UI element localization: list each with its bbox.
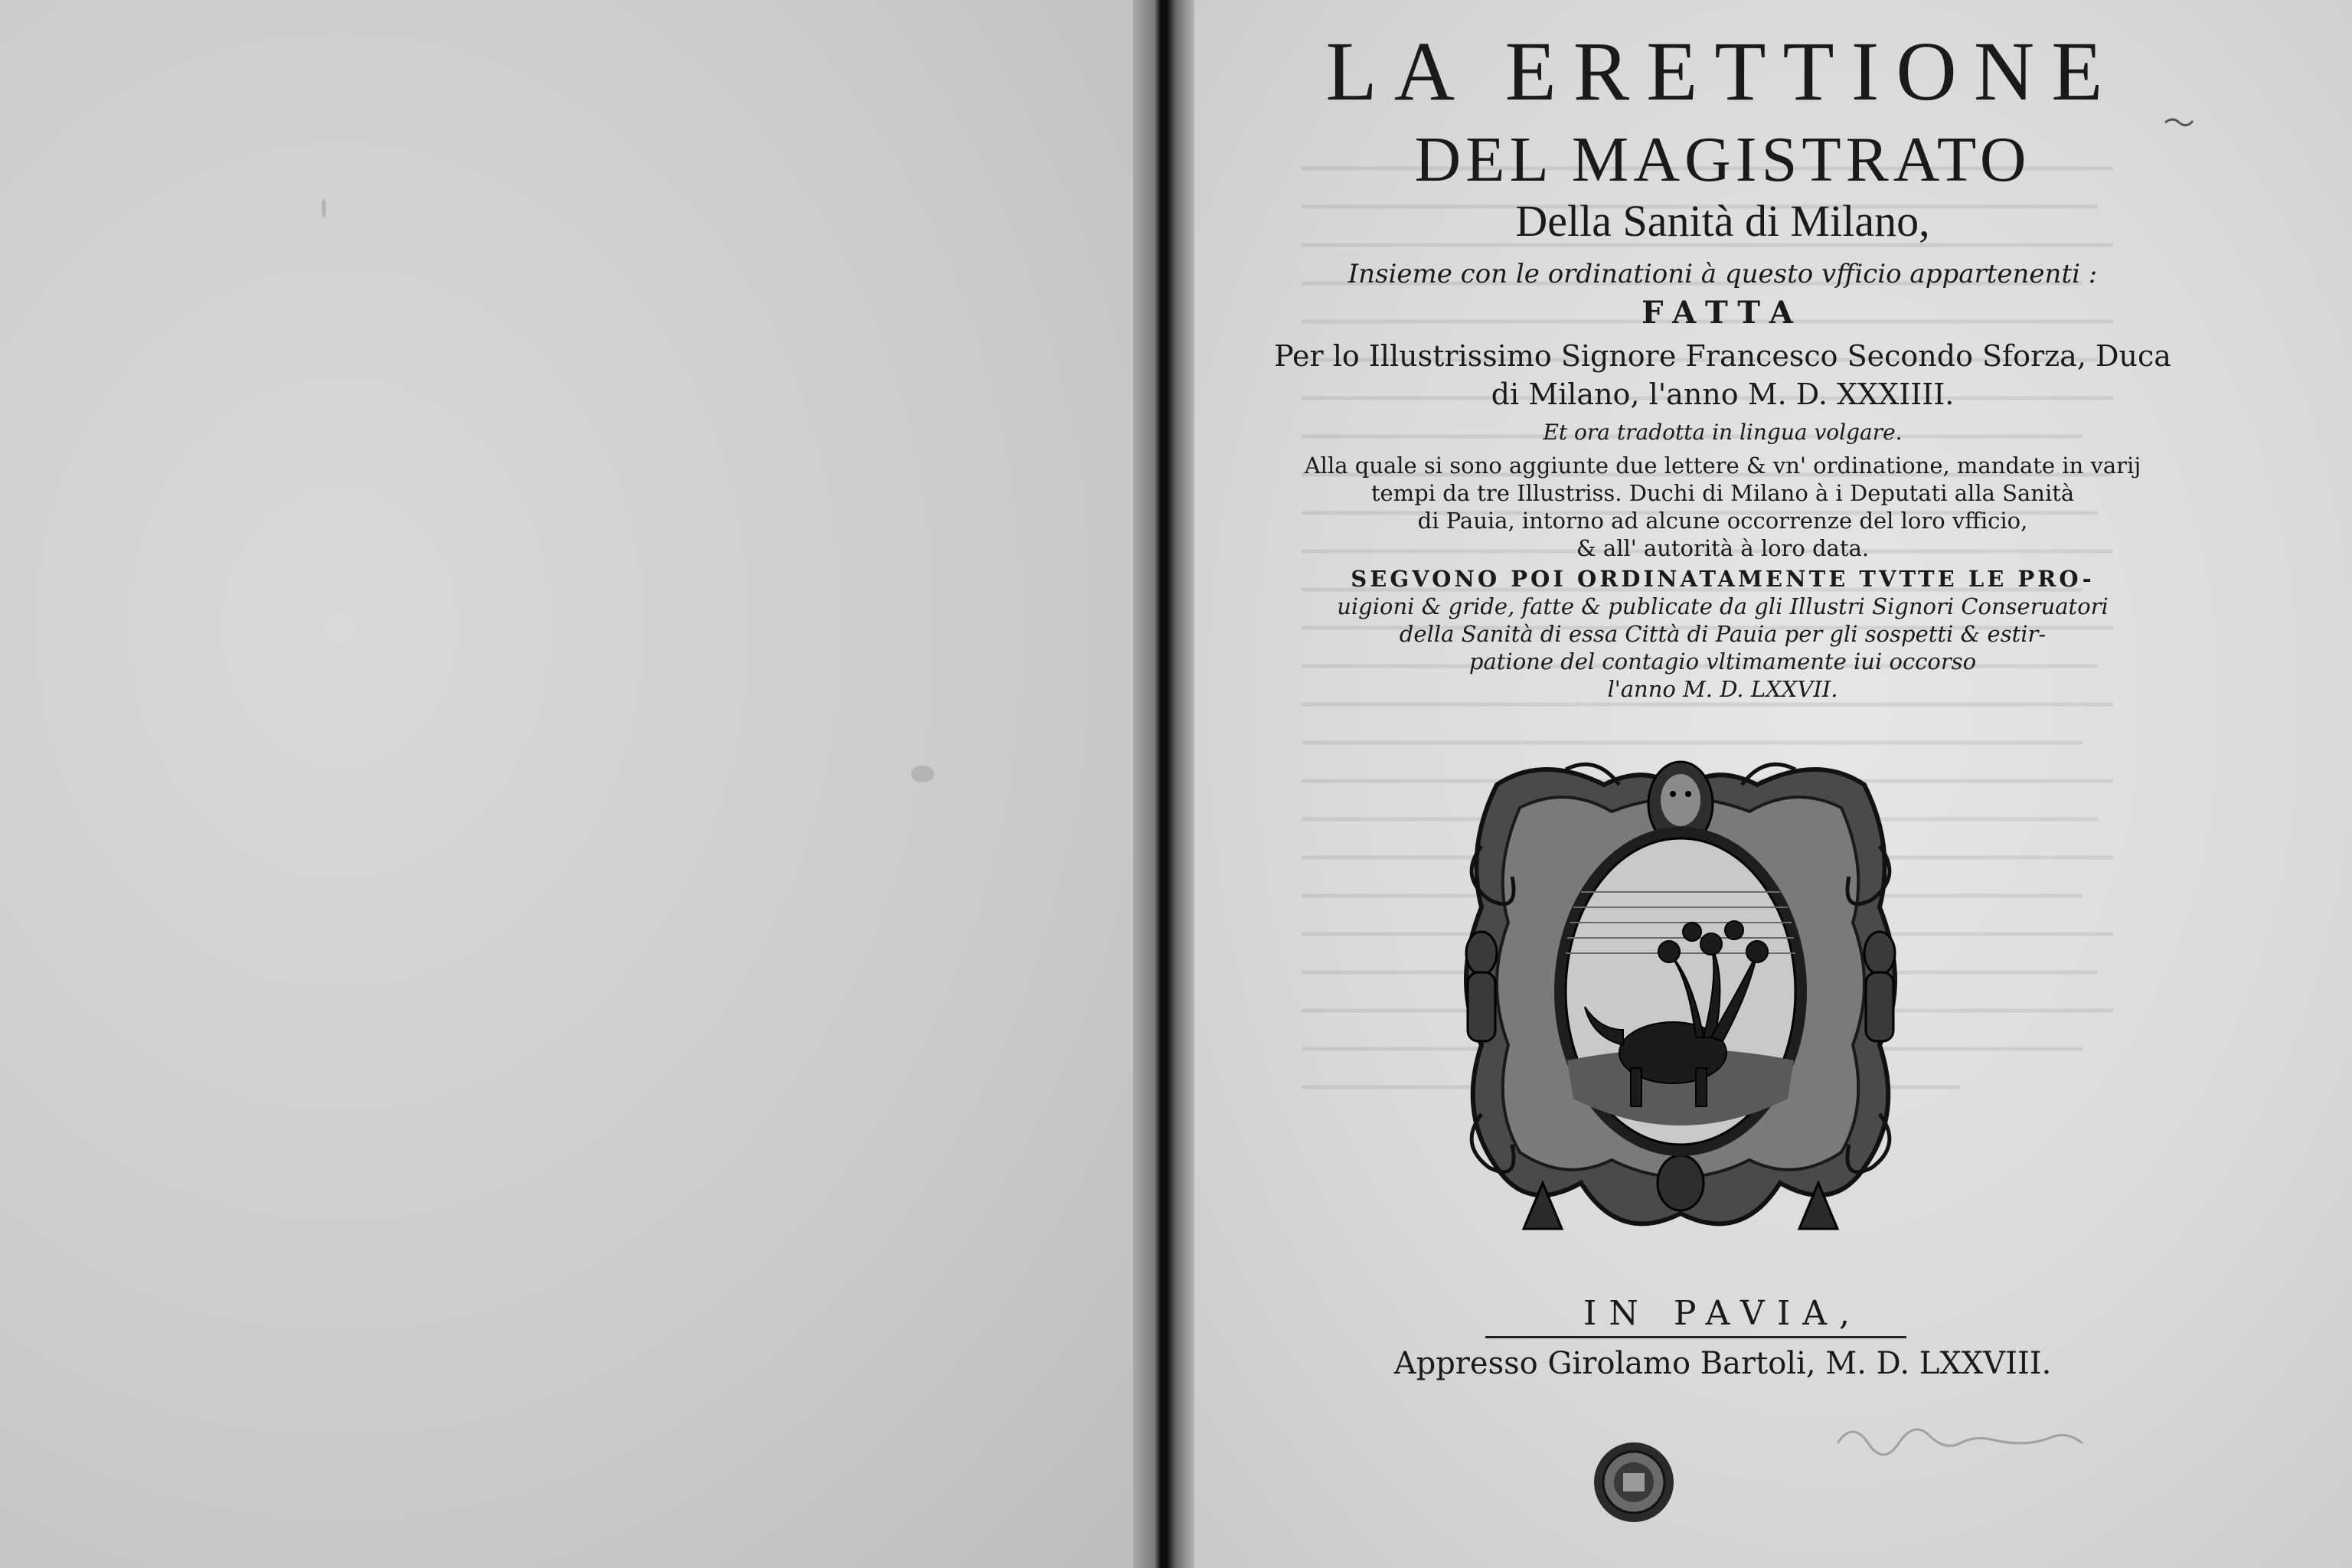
provisions-paragraph — [1225, 565, 2220, 703]
additions-line: di Pauia, intorno ad alcune occorrenze del loro vfficio, — [1417, 508, 2028, 534]
handwritten-note — [1838, 1413, 2113, 1459]
author-line-2: di Milano, l'anno M. D. XXXIIII. — [1491, 377, 1955, 411]
imprint-city: IN PAVIA, — [1583, 1294, 1862, 1333]
subtitle-line: Insieme con le ordinationi à questo vfficio appartenenti : — [1348, 259, 2098, 289]
library-stamp-seal — [1591, 1439, 1677, 1525]
additions-line: Alla quale si sono aggiunte due lettere & vn' ordinatione, mandate in varij — [1304, 452, 2141, 479]
title-line-2: DEL MAGISTRATO — [1414, 124, 2031, 195]
left-blank-page — [0, 0, 1133, 1568]
paper-mark — [322, 199, 326, 217]
title-line-3: Della Sanità di Milano, — [1515, 196, 1930, 246]
imprint-rule — [1485, 1336, 1906, 1338]
provisions-line: l'anno M. D. LXXVII. — [1607, 676, 1838, 702]
title-line-1: LA ERETTIONE — [1325, 24, 2120, 118]
author-line-1: Per lo Illustrissimo Signore Francesco Secondo Sforza, Duca — [1274, 339, 2171, 373]
provisions-line: uigioni & gride, fatte & publicate da gli Illustri Signori Conseruatori — [1337, 593, 2109, 619]
provisions-lead-line: SEGVONO POI ORDINATAMENTE TVTTE LE PRO- — [1351, 566, 2095, 592]
translation-note: Et ora tradotta in lingua volgare. — [1543, 420, 1903, 445]
additions-paragraph — [1225, 452, 2220, 562]
book-gutter — [1133, 0, 1194, 1568]
provisions-line: della Sanità di essa Città di Pauia per gli sospetti & estir- — [1399, 621, 2047, 647]
woodcut-device — [1451, 754, 1910, 1252]
ink-mark — [2164, 115, 2194, 129]
fatta-line: FATTA — [1642, 295, 1804, 331]
provisions-line: patione del contagio vltimamente iui occorso — [1468, 648, 1977, 675]
additions-line: & all' autorità à loro data. — [1576, 535, 1870, 561]
paper-stain — [911, 766, 934, 782]
additions-line: tempi da tre Illustriss. Duchi di Milano à i Deputati alla Sanità — [1370, 480, 2075, 506]
imprint-printer: Appresso Girolamo Bartoli, M. D. LXXVIII. — [1393, 1346, 2052, 1381]
author-block — [1225, 337, 2220, 413]
